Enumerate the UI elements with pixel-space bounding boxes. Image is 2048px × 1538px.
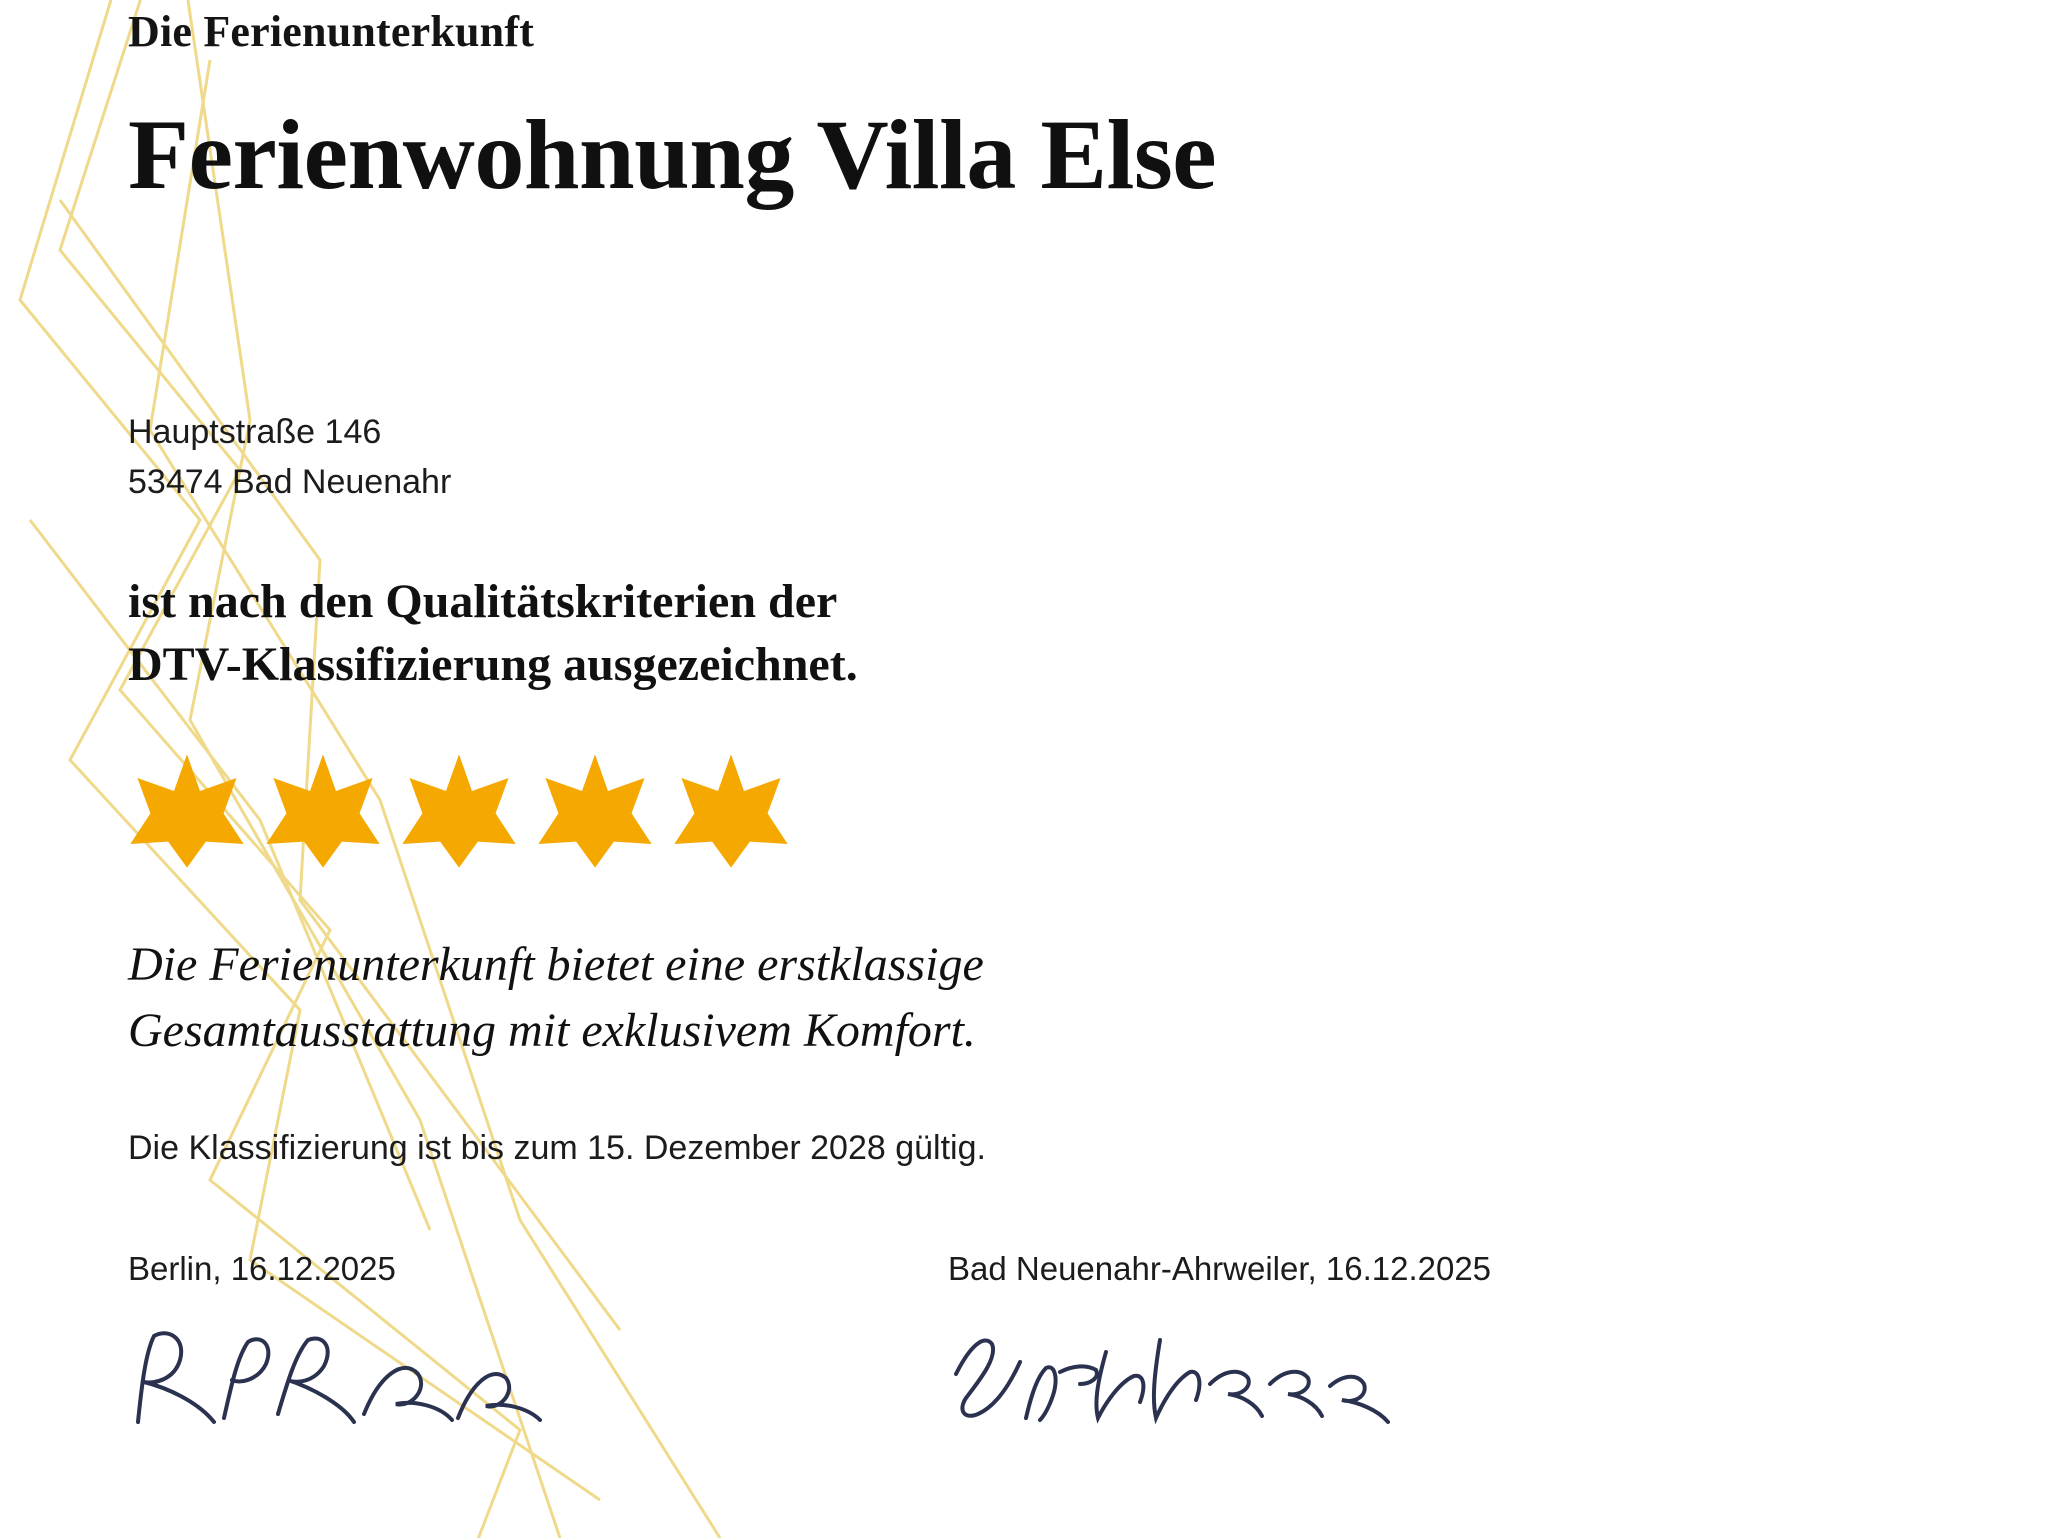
statement-line-1: ist nach den Qualitätskriterien der (128, 574, 838, 628)
signature-mark (948, 1322, 1688, 1442)
praise-line-2: Gesamtausstattung mit exklusivem Komfort. (128, 1003, 976, 1057)
star-icon (264, 752, 382, 870)
address-street: Hauptstraße 146 (128, 413, 382, 451)
signature-block-left (128, 1250, 868, 1442)
address-city: 53474 Bad Neuenahr (128, 463, 452, 502)
star-icon (128, 752, 246, 870)
signature-place-date: Bad Neuenahr-Ahrweiler, 16.12.2025 (948, 1249, 1492, 1287)
star-icon (672, 752, 790, 870)
eyebrow-text: Die Ferienunterkunft (128, 7, 535, 56)
certificate-content (128, 0, 1928, 1538)
classification-statement (128, 570, 1928, 697)
star-icon (536, 752, 654, 870)
page-title: Ferienwohnung Villa Else (128, 99, 1217, 210)
signature-row (128, 1250, 1688, 1442)
signature-mark (128, 1322, 868, 1442)
validity-text: Die Klassifizierung ist bis zum 15. Dezember 2028 gültig. (128, 1128, 986, 1167)
property-address (128, 407, 1928, 508)
signature-place-date: Berlin, 16.12.2025 (128, 1249, 396, 1287)
statement-line-2: DTV-Klassifizierung ausgezeichnet. (128, 637, 858, 691)
praise-line-1: Die Ferienunterkunft bietet eine erstklassige (128, 938, 984, 992)
signature-block-right (868, 1250, 1688, 1442)
star-rating (128, 752, 1928, 870)
star-icon (400, 752, 518, 870)
praise-text (128, 932, 1928, 1063)
